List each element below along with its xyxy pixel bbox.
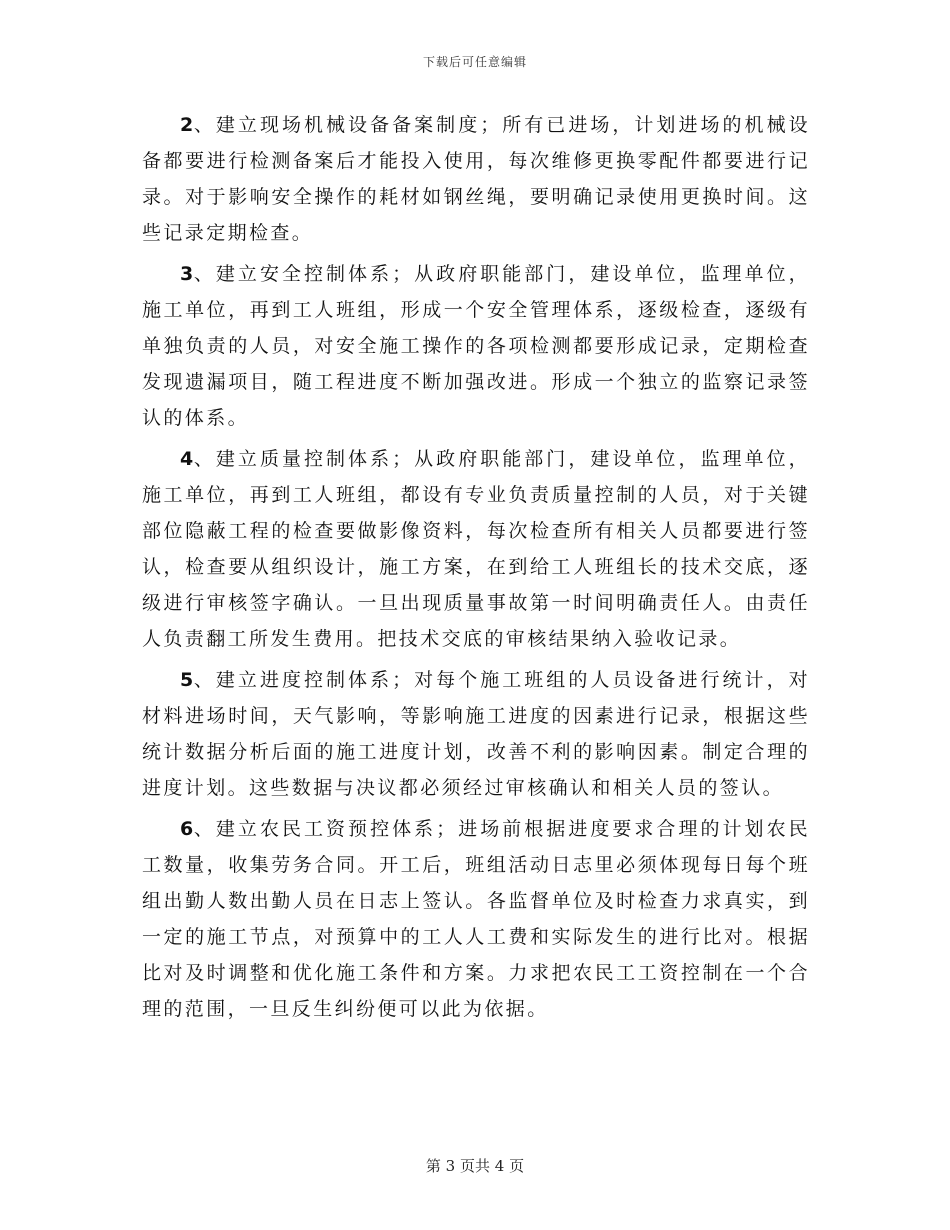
item-number: 3 [180,263,194,285]
page-header: 下载后可任意编辑 [422,55,527,69]
paragraph-text: 、建立农民工资预控体系；进场前根据进度要求合理的计划农民工数量，收集劳务合同。开工后，班组活动日志里必须体现每日每个班组出勤人数出勤人员在日志上签认。各监督单位及时检查力求真实，到一定的施工节点，对预算中的工人人工费和实际发生的进行比对。根据比对及时调整和优化施工条件和方案。力求把农民工工资控制在一个合理的范围，一旦反生纠纷便可以此为依据。 [142,818,810,1020]
paragraph-text: 、建立安全控制体系；从政府职能部门，建设单位，监理单位，施工单位，再到工人班组，形成一个安全管理体系，逐级检查，逐级有单独负责的人员，对安全施工操作的各项检测都要形成记录，定期检查发现遗漏项目，随工程进度不断加强改进。形成一个独立的监察记录签认的体系。 [142,263,810,429]
item-number: 6 [180,818,194,840]
paragraph-text: 、建立现场机械设备备案制度；所有已进场，计划进场的机械设备都要进行检测备案后才能投入使用，每次维修更换零配件都要进行记录。对于影响安全操作的耗材如钢丝绳，要明确记录使用更换时间。这些记录定期检查。 [142,114,810,244]
paragraph-6 [142,811,810,1027]
paragraph-4 [142,441,810,657]
paragraph-2 [142,107,810,251]
paragraph-3 [142,256,810,436]
item-number: 5 [180,669,194,691]
document-body [142,107,810,1032]
paragraph-5 [142,662,810,806]
paragraph-text: 、建立进度控制体系；对每个施工班组的人员设备进行统计，对材料进场时间，天气影响，等影响施工进度的因素进行记录，根据这些统计数据分析后面的施工进度计划，改善不利的影响因素。制定合理的进度计划。这些数据与决议都必须经过审核确认和相关人员的签认。 [142,669,810,799]
item-number: 2 [180,114,194,136]
item-number: 4 [180,448,194,470]
page-footer: 第 3 页共 4 页 [425,1157,525,1175]
paragraph-text: 、建立质量控制体系；从政府职能部门，建设单位，监理单位，施工单位，再到工人班组，都设有专业负责质量控制的人员，对于关键部位隐蔽工程的检查要做影像资料，每次检查所有相关人员都要进行签认，检查要从组织设计，施工方案，在到给工人班组长的技术交底，逐级进行审核签字确认。一旦出现质量事故第一时间明确责任人。由责任人负责翻工所发生费用。把技术交底的审核结果纳入验收记录。 [142,448,810,650]
